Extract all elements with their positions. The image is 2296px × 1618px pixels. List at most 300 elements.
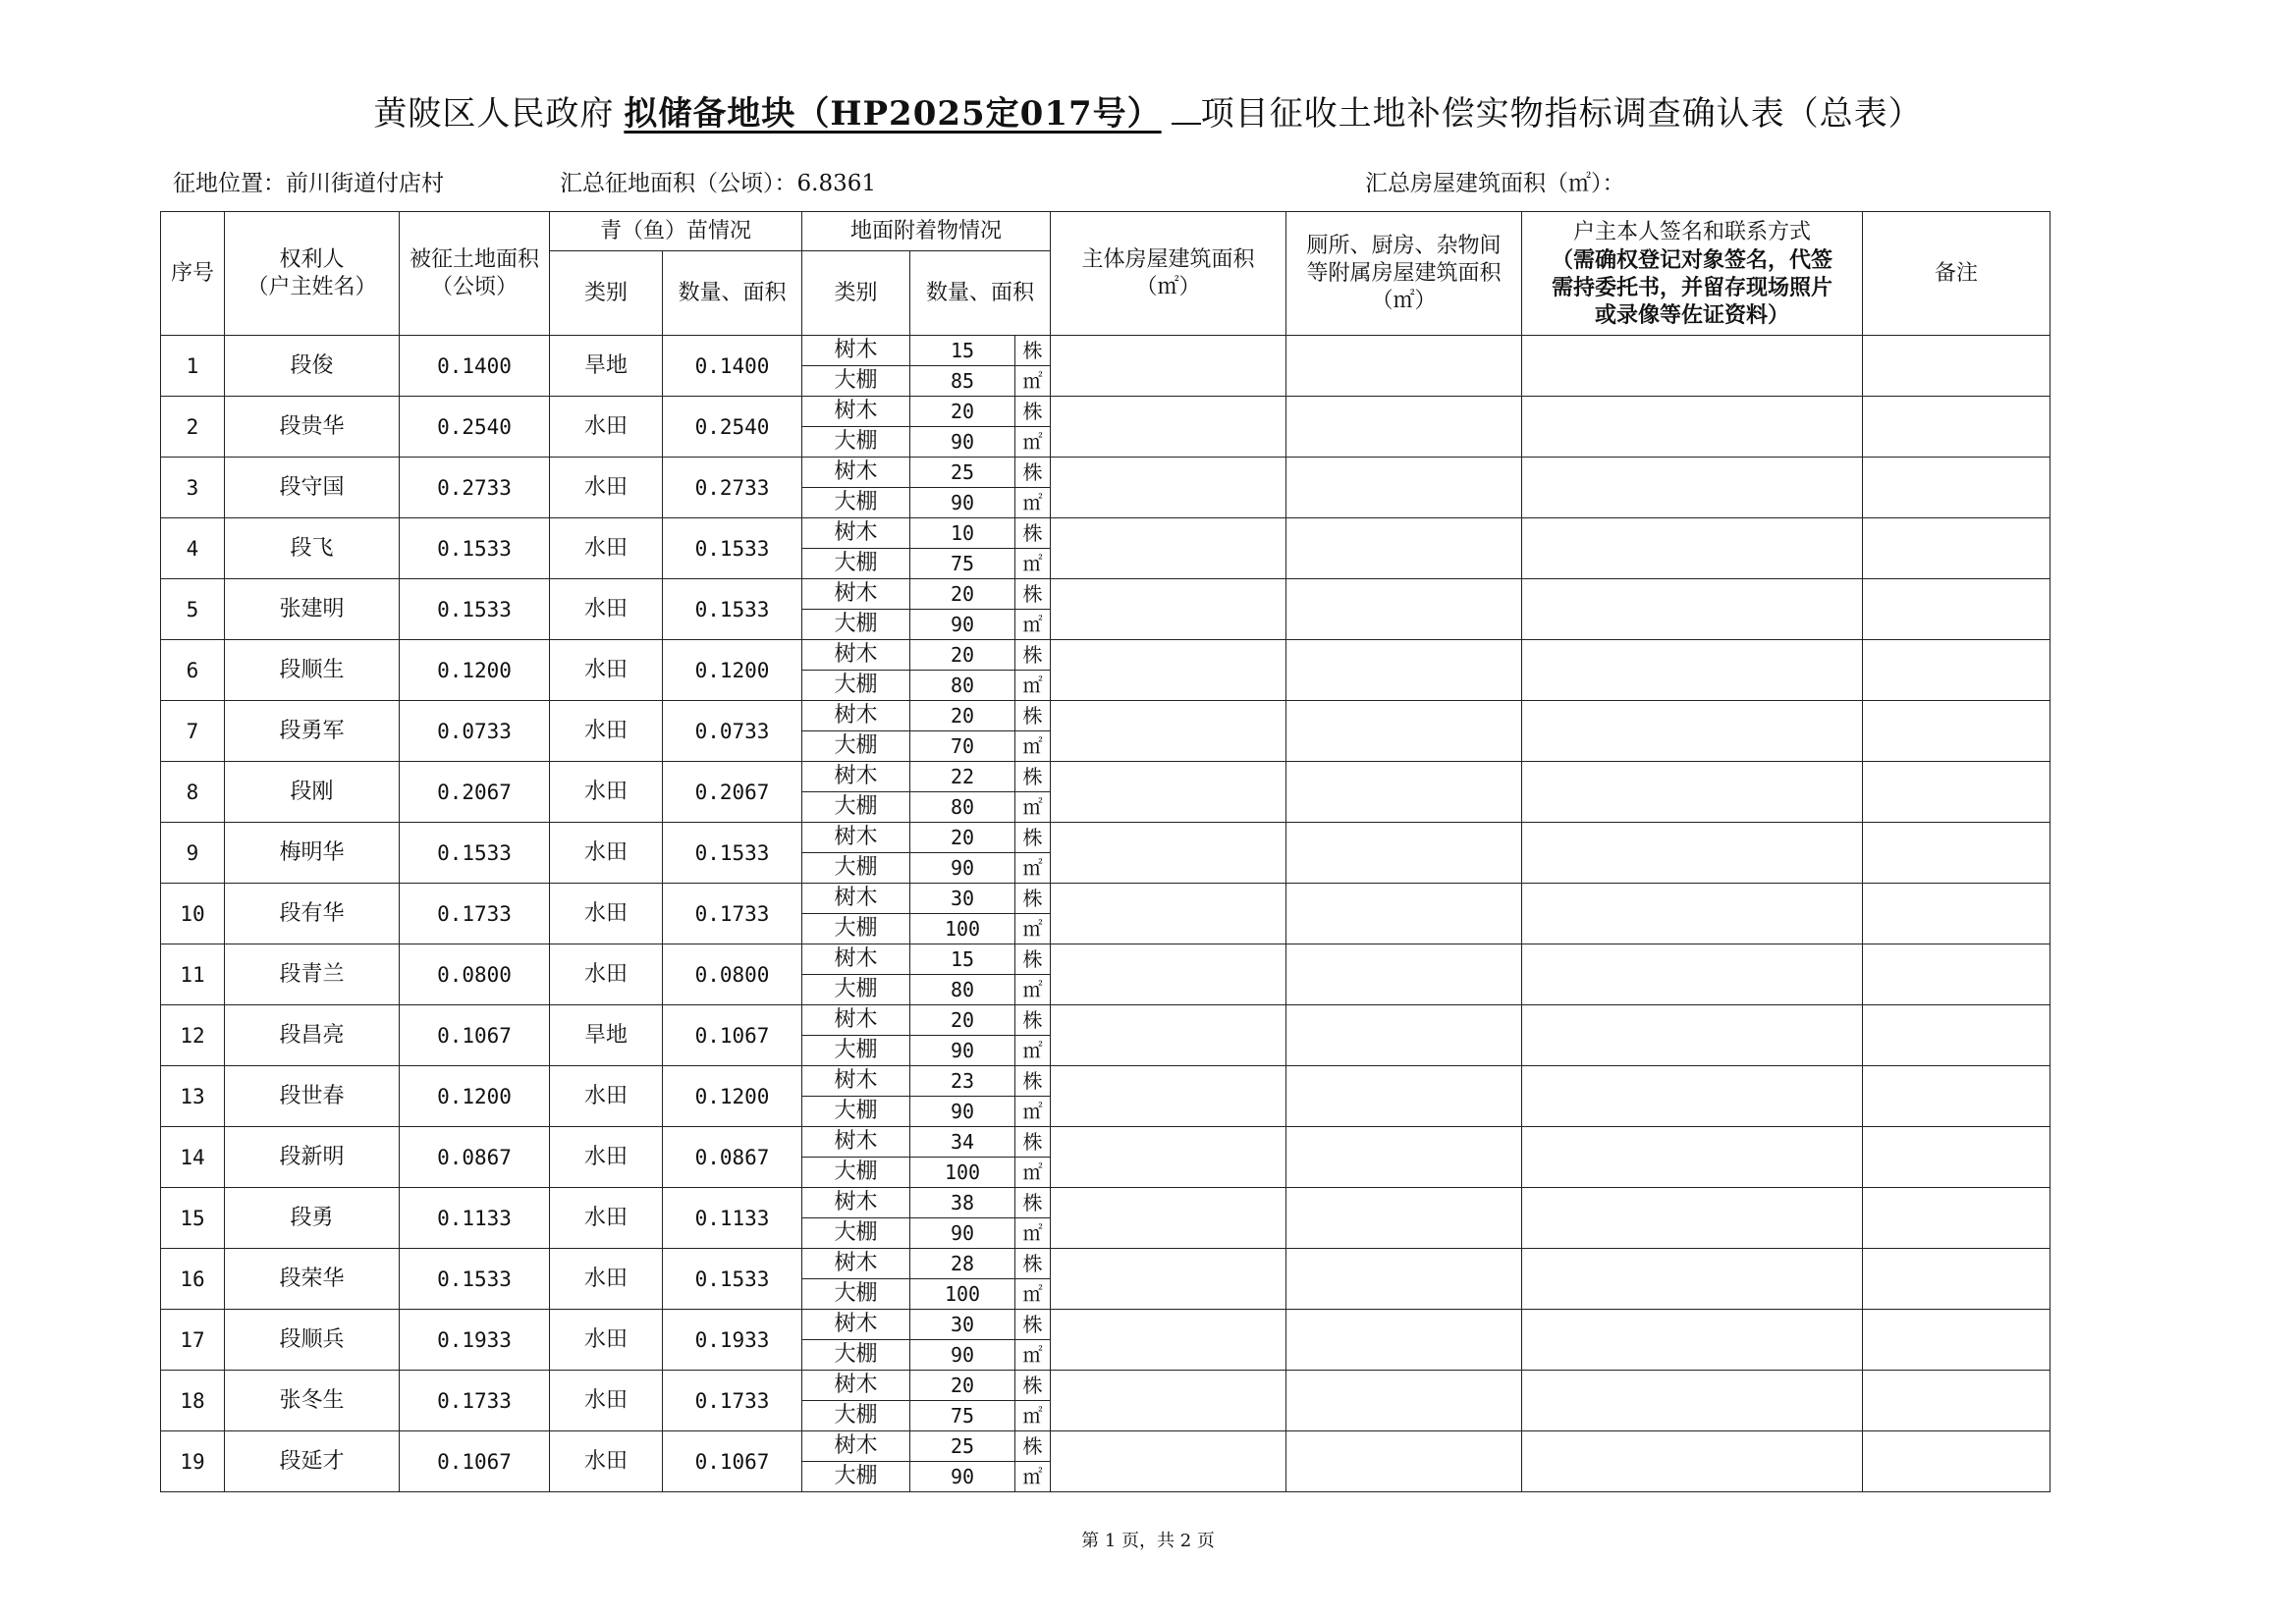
cell-aux-building — [1286, 884, 1522, 944]
cell-owner-name: 张冬生 — [225, 1371, 400, 1431]
table-row — [161, 1249, 2050, 1279]
cell-shed-label: 大棚 — [802, 366, 910, 397]
cell-crop-area: 0.2733 — [663, 458, 802, 518]
header-sign-l2: （需确权登记对象签名，代签 — [1551, 246, 1832, 273]
cell-shed-area: 90 — [910, 1218, 1015, 1249]
cell-tree-unit: 株 — [1015, 1005, 1051, 1036]
cell-tree-unit: 株 — [1015, 823, 1051, 853]
cell-signature — [1522, 397, 1863, 458]
cell-remark — [1863, 944, 2050, 1005]
table-row — [161, 762, 2050, 792]
cell-tree-count: 23 — [910, 1066, 1015, 1097]
cell-aux-building — [1286, 944, 1522, 1005]
cell-crop-type: 水田 — [550, 518, 663, 579]
cell-shed-unit: ㎡ — [1015, 1279, 1051, 1310]
cell-seq: 7 — [161, 701, 225, 762]
cell-signature — [1522, 701, 1863, 762]
cell-tree-label: 树木 — [802, 823, 910, 853]
cell-main-building — [1051, 1431, 1286, 1492]
cell-tree-label: 树木 — [802, 579, 910, 610]
cell-aux-building — [1286, 1188, 1522, 1249]
cell-main-building — [1051, 884, 1286, 944]
cell-crop-area: 0.1067 — [663, 1431, 802, 1492]
cell-tree-unit: 株 — [1015, 944, 1051, 975]
table-row — [161, 1310, 2050, 1340]
table-row — [161, 579, 2050, 610]
cell-tree-count: 25 — [910, 458, 1015, 488]
cell-main-building — [1051, 458, 1286, 518]
cell-tree-label: 树木 — [802, 1310, 910, 1340]
cell-seq: 9 — [161, 823, 225, 884]
cell-aux-building — [1286, 1249, 1522, 1310]
cell-crop-type: 水田 — [550, 701, 663, 762]
title-underline-gap — [1172, 123, 1201, 125]
cell-crop-area: 0.1400 — [663, 336, 802, 397]
cell-crop-type: 水田 — [550, 397, 663, 458]
cell-aux-building — [1286, 336, 1522, 397]
cell-owner-name: 段顺生 — [225, 640, 400, 701]
cell-main-building — [1051, 579, 1286, 640]
cell-main-building — [1051, 397, 1286, 458]
cell-tree-count: 20 — [910, 579, 1015, 610]
table-row — [161, 518, 2050, 549]
cell-shed-unit: ㎡ — [1015, 914, 1051, 944]
cell-tree-unit: 株 — [1015, 762, 1051, 792]
header-sign-l4: 或录像等佐证资料） — [1594, 301, 1789, 328]
cell-shed-unit: ㎡ — [1015, 1097, 1051, 1127]
cell-seq: 2 — [161, 397, 225, 458]
cell-seq: 8 — [161, 762, 225, 823]
header-owner — [225, 212, 400, 336]
table-row — [161, 701, 2050, 731]
cell-tree-label: 树木 — [802, 336, 910, 366]
cell-remark — [1863, 1066, 2050, 1127]
cell-crop-type: 水田 — [550, 1066, 663, 1127]
cell-owner-name: 段昌亮 — [225, 1005, 400, 1066]
cell-owner-name: 段守国 — [225, 458, 400, 518]
cell-crop-type: 水田 — [550, 640, 663, 701]
cell-main-building — [1051, 823, 1286, 884]
cell-owner-name: 段顺兵 — [225, 1310, 400, 1371]
table-row — [161, 884, 2050, 914]
cell-shed-label: 大棚 — [802, 488, 910, 518]
cell-remark — [1863, 1310, 2050, 1371]
cell-shed-label: 大棚 — [802, 1462, 910, 1492]
cell-land-area: 0.1067 — [400, 1005, 550, 1066]
cell-shed-unit: ㎡ — [1015, 1340, 1051, 1371]
cell-shed-unit: ㎡ — [1015, 975, 1051, 1005]
cell-shed-area: 90 — [910, 1097, 1015, 1127]
cell-shed-label: 大棚 — [802, 1218, 910, 1249]
header-main-l1: 主体房屋建筑面积 — [1081, 246, 1255, 272]
cell-shed-label: 大棚 — [802, 610, 910, 640]
cell-shed-label: 大棚 — [802, 671, 910, 701]
cell-tree-label: 树木 — [802, 762, 910, 792]
header-land-l2: （公顷） — [430, 274, 518, 299]
cell-crop-type: 水田 — [550, 1431, 663, 1492]
cell-main-building — [1051, 701, 1286, 762]
cell-seq: 17 — [161, 1310, 225, 1371]
cell-crop-area: 0.1733 — [663, 884, 802, 944]
cell-shed-unit: ㎡ — [1015, 671, 1051, 701]
cell-main-building — [1051, 944, 1286, 1005]
cell-shed-label: 大棚 — [802, 549, 910, 579]
table-row — [161, 336, 2050, 366]
header-aux-building — [1286, 212, 1522, 336]
header-main-building — [1051, 212, 1286, 336]
cell-crop-type: 水田 — [550, 762, 663, 823]
header-aux-l3: （㎡） — [1371, 288, 1437, 313]
cell-remark — [1863, 397, 2050, 458]
cell-crop-type: 水田 — [550, 579, 663, 640]
cell-shed-label: 大棚 — [802, 853, 910, 884]
cell-shed-label: 大棚 — [802, 792, 910, 823]
cell-land-area: 0.1933 — [400, 1310, 550, 1371]
cell-land-area: 0.1733 — [400, 1371, 550, 1431]
header-owner-l2: （户主姓名） — [246, 274, 377, 299]
cell-signature — [1522, 1127, 1863, 1188]
cell-crop-type: 水田 — [550, 884, 663, 944]
cell-shed-unit: ㎡ — [1015, 610, 1051, 640]
cell-tree-label: 树木 — [802, 701, 910, 731]
cell-seq: 10 — [161, 884, 225, 944]
cell-seq: 5 — [161, 579, 225, 640]
cell-land-area: 0.1400 — [400, 336, 550, 397]
cell-land-area: 0.0733 — [400, 701, 550, 762]
cell-crop-type: 水田 — [550, 944, 663, 1005]
header-seq: 序号 — [161, 212, 225, 336]
cell-land-area: 0.1533 — [400, 518, 550, 579]
cell-crop-type: 水田 — [550, 1310, 663, 1371]
cell-tree-unit: 株 — [1015, 701, 1051, 731]
cell-land-area: 0.1533 — [400, 823, 550, 884]
cell-seq: 19 — [161, 1431, 225, 1492]
cell-tree-label: 树木 — [802, 518, 910, 549]
cell-signature — [1522, 518, 1863, 579]
title-project: 拟储备地块（HP2025定017号） — [624, 94, 1162, 134]
header-crop-type: 类别 — [550, 251, 663, 336]
cell-shed-area: 90 — [910, 1462, 1015, 1492]
cell-owner-name: 段世春 — [225, 1066, 400, 1127]
table-row — [161, 640, 2050, 671]
cell-seq: 3 — [161, 458, 225, 518]
cell-shed-area: 100 — [910, 1279, 1015, 1310]
cell-land-area: 0.2067 — [400, 762, 550, 823]
cell-shed-area: 100 — [910, 1158, 1015, 1188]
header-land-l1: 被征土地面积 — [409, 246, 539, 272]
cell-aux-building — [1286, 1371, 1522, 1431]
cell-seq: 4 — [161, 518, 225, 579]
cell-remark — [1863, 701, 2050, 762]
cell-main-building — [1051, 336, 1286, 397]
cell-owner-name: 段延才 — [225, 1431, 400, 1492]
cell-crop-type: 水田 — [550, 458, 663, 518]
cell-crop-area: 0.1533 — [663, 518, 802, 579]
header-main-l2: （㎡） — [1135, 274, 1201, 299]
cell-owner-name: 段俊 — [225, 336, 400, 397]
cell-remark — [1863, 1249, 2050, 1310]
cell-crop-area: 0.1533 — [663, 823, 802, 884]
table-row — [161, 1066, 2050, 1097]
cell-crop-area: 0.2067 — [663, 762, 802, 823]
cell-seq: 6 — [161, 640, 225, 701]
cell-tree-label: 树木 — [802, 1127, 910, 1158]
cell-shed-unit: ㎡ — [1015, 731, 1051, 762]
cell-owner-name: 段贵华 — [225, 397, 400, 458]
cell-shed-unit: ㎡ — [1015, 1462, 1051, 1492]
header-signature — [1522, 212, 1863, 336]
cell-shed-area: 75 — [910, 1401, 1015, 1431]
cell-signature — [1522, 1431, 1863, 1492]
cell-remark — [1863, 884, 2050, 944]
cell-aux-building — [1286, 1005, 1522, 1066]
cell-remark — [1863, 1371, 2050, 1431]
cell-shed-label: 大棚 — [802, 1279, 910, 1310]
cell-shed-unit: ㎡ — [1015, 853, 1051, 884]
cell-aux-building — [1286, 1431, 1522, 1492]
cell-tree-label: 树木 — [802, 1249, 910, 1279]
cell-signature — [1522, 884, 1863, 944]
table-row — [161, 458, 2050, 488]
cell-shed-area: 80 — [910, 792, 1015, 823]
cell-shed-area: 75 — [910, 549, 1015, 579]
cell-tree-count: 25 — [910, 1431, 1015, 1462]
cell-seq: 11 — [161, 944, 225, 1005]
header-crop-qty: 数量、面积 — [663, 251, 802, 336]
header-remark: 备注 — [1863, 212, 2050, 336]
cell-tree-count: 15 — [910, 336, 1015, 366]
cell-remark — [1863, 1188, 2050, 1249]
cell-tree-unit: 株 — [1015, 640, 1051, 671]
cell-land-area: 0.0800 — [400, 944, 550, 1005]
cell-crop-area: 0.1133 — [663, 1188, 802, 1249]
cell-signature — [1522, 1249, 1863, 1310]
cell-tree-count: 20 — [910, 1371, 1015, 1401]
cell-seq: 12 — [161, 1005, 225, 1066]
cell-remark — [1863, 762, 2050, 823]
table-row — [161, 1431, 2050, 1462]
cell-shed-area: 90 — [910, 853, 1015, 884]
cell-land-area: 0.1533 — [400, 579, 550, 640]
cell-shed-label: 大棚 — [802, 1340, 910, 1371]
cell-shed-label: 大棚 — [802, 731, 910, 762]
cell-remark — [1863, 336, 2050, 397]
cell-remark — [1863, 1431, 2050, 1492]
cell-aux-building — [1286, 1127, 1522, 1188]
cell-signature — [1522, 823, 1863, 884]
cell-shed-unit: ㎡ — [1015, 1036, 1051, 1066]
cell-land-area: 0.1733 — [400, 884, 550, 944]
title-suffix: 项目征收土地补偿实物指标调查确认表（总表） — [1200, 94, 1923, 134]
cell-tree-unit: 株 — [1015, 1310, 1051, 1340]
cell-signature — [1522, 458, 1863, 518]
header-owner-l1: 权利人 — [279, 246, 345, 272]
cell-signature — [1522, 1188, 1863, 1249]
cell-tree-count: 20 — [910, 1005, 1015, 1036]
cell-owner-name: 段有华 — [225, 884, 400, 944]
cell-crop-area: 0.1733 — [663, 1371, 802, 1431]
cell-aux-building — [1286, 823, 1522, 884]
cell-shed-area: 90 — [910, 1340, 1015, 1371]
cell-main-building — [1051, 762, 1286, 823]
cell-tree-unit: 株 — [1015, 884, 1051, 914]
cell-tree-unit: 株 — [1015, 336, 1051, 366]
cell-land-area: 0.2540 — [400, 397, 550, 458]
cell-shed-area: 70 — [910, 731, 1015, 762]
cell-crop-area: 0.0867 — [663, 1127, 802, 1188]
cell-shed-area: 90 — [910, 427, 1015, 458]
cell-shed-label: 大棚 — [802, 975, 910, 1005]
cell-crop-type: 旱地 — [550, 1005, 663, 1066]
cell-owner-name: 段飞 — [225, 518, 400, 579]
cell-land-area: 0.1133 — [400, 1188, 550, 1249]
cell-tree-label: 树木 — [802, 458, 910, 488]
cell-remark — [1863, 640, 2050, 701]
cell-owner-name: 段荣华 — [225, 1249, 400, 1310]
cell-signature — [1522, 336, 1863, 397]
cell-shed-label: 大棚 — [802, 427, 910, 458]
cell-tree-label: 树木 — [802, 884, 910, 914]
cell-crop-area: 0.1200 — [663, 1066, 802, 1127]
cell-shed-area: 90 — [910, 610, 1015, 640]
total-building-text: 汇总房屋建筑面积（㎡）： — [1365, 171, 1625, 196]
cell-shed-label: 大棚 — [802, 1036, 910, 1066]
cell-seq: 1 — [161, 336, 225, 397]
cell-tree-unit: 株 — [1015, 1431, 1051, 1462]
cell-seq: 18 — [161, 1371, 225, 1431]
cell-owner-name: 段勇军 — [225, 701, 400, 762]
cell-shed-area: 90 — [910, 1036, 1015, 1066]
cell-tree-count: 10 — [910, 518, 1015, 549]
cell-tree-count: 30 — [910, 884, 1015, 914]
header-aux-l1: 厕所、厨房、杂物间 — [1306, 233, 1502, 258]
cell-crop-type: 水田 — [550, 1371, 663, 1431]
cell-main-building — [1051, 1188, 1286, 1249]
cell-tree-label: 树木 — [802, 1188, 910, 1218]
cell-remark — [1863, 518, 2050, 579]
cell-tree-label: 树木 — [802, 944, 910, 975]
cell-tree-unit: 株 — [1015, 1371, 1051, 1401]
header-sign-l3: 需持委托书，并留存现场照片 — [1551, 274, 1832, 300]
table-body — [161, 336, 2050, 1492]
cell-tree-count: 20 — [910, 823, 1015, 853]
cell-shed-unit: ㎡ — [1015, 1158, 1051, 1188]
cell-remark — [1863, 1127, 2050, 1188]
cell-owner-name: 张建明 — [225, 579, 400, 640]
cell-remark — [1863, 458, 2050, 518]
cell-main-building — [1051, 1066, 1286, 1127]
cell-main-building — [1051, 1249, 1286, 1310]
cell-shed-unit: ㎡ — [1015, 1218, 1051, 1249]
cell-land-area: 0.1200 — [400, 640, 550, 701]
cell-main-building — [1051, 640, 1286, 701]
cell-remark — [1863, 823, 2050, 884]
cell-tree-count: 20 — [910, 397, 1015, 427]
cell-crop-area: 0.1533 — [663, 1249, 802, 1310]
cell-tree-unit: 株 — [1015, 1066, 1051, 1097]
cell-tree-label: 树木 — [802, 1066, 910, 1097]
cell-shed-unit: ㎡ — [1015, 549, 1051, 579]
cell-signature — [1522, 1005, 1863, 1066]
cell-crop-type: 水田 — [550, 1127, 663, 1188]
cell-owner-name: 段新明 — [225, 1127, 400, 1188]
cell-tree-unit: 株 — [1015, 1188, 1051, 1218]
cell-main-building — [1051, 1310, 1286, 1371]
cell-shed-label: 大棚 — [802, 1158, 910, 1188]
table-row — [161, 397, 2050, 427]
cell-aux-building — [1286, 701, 1522, 762]
cell-crop-area: 0.0800 — [663, 944, 802, 1005]
cell-aux-building — [1286, 458, 1522, 518]
cell-owner-name: 段青兰 — [225, 944, 400, 1005]
cell-crop-area: 0.0733 — [663, 701, 802, 762]
cell-aux-building — [1286, 1310, 1522, 1371]
cell-tree-count: 28 — [910, 1249, 1015, 1279]
table-row — [161, 1188, 2050, 1218]
cell-shed-area: 85 — [910, 366, 1015, 397]
cell-aux-building — [1286, 579, 1522, 640]
cell-owner-name: 段勇 — [225, 1188, 400, 1249]
table-row — [161, 1371, 2050, 1401]
header-sign-l1: 户主本人签名和联系方式 — [1572, 219, 1811, 244]
document-title — [0, 86, 2296, 135]
cell-signature — [1522, 640, 1863, 701]
cell-tree-label: 树木 — [802, 1005, 910, 1036]
header-attach-type: 类别 — [802, 251, 910, 336]
cell-shed-unit: ㎡ — [1015, 427, 1051, 458]
cell-shed-unit: ㎡ — [1015, 1401, 1051, 1431]
cell-signature — [1522, 944, 1863, 1005]
cell-shed-area: 90 — [910, 488, 1015, 518]
cell-seq: 15 — [161, 1188, 225, 1249]
cell-land-area: 0.2733 — [400, 458, 550, 518]
cell-shed-label: 大棚 — [802, 1401, 910, 1431]
cell-shed-unit: ㎡ — [1015, 366, 1051, 397]
cell-main-building — [1051, 1371, 1286, 1431]
cell-seq: 16 — [161, 1249, 225, 1310]
table-row — [161, 944, 2050, 975]
cell-signature — [1522, 762, 1863, 823]
table-row — [161, 823, 2050, 853]
cell-aux-building — [1286, 762, 1522, 823]
header-attach-qty: 数量、面积 — [910, 251, 1051, 336]
cell-crop-area: 0.1533 — [663, 579, 802, 640]
cell-land-area: 0.0867 — [400, 1127, 550, 1188]
cell-crop-area: 0.2540 — [663, 397, 802, 458]
cell-tree-count: 38 — [910, 1188, 1015, 1218]
cell-remark — [1863, 1005, 2050, 1066]
cell-shed-label: 大棚 — [802, 1097, 910, 1127]
title-prefix: 黄陂区人民政府 — [373, 94, 615, 134]
cell-crop-type: 水田 — [550, 1249, 663, 1310]
cell-main-building — [1051, 1005, 1286, 1066]
cell-shed-unit: ㎡ — [1015, 792, 1051, 823]
cell-signature — [1522, 1066, 1863, 1127]
cell-shed-area: 100 — [910, 914, 1015, 944]
header-attachments: 地面附着物情况 — [802, 212, 1051, 251]
cell-crop-type: 旱地 — [550, 336, 663, 397]
cell-shed-area: 80 — [910, 975, 1015, 1005]
cell-crop-type: 水田 — [550, 823, 663, 884]
cell-main-building — [1051, 518, 1286, 579]
cell-tree-label: 树木 — [802, 1371, 910, 1401]
header-crop: 青（鱼）苗情况 — [550, 212, 802, 251]
page-footer: 第 1 页，共 2 页 — [1081, 1531, 1215, 1551]
cell-tree-count: 20 — [910, 640, 1015, 671]
table-row — [161, 1127, 2050, 1158]
cell-tree-label: 树木 — [802, 1431, 910, 1462]
cell-tree-label: 树木 — [802, 640, 910, 671]
